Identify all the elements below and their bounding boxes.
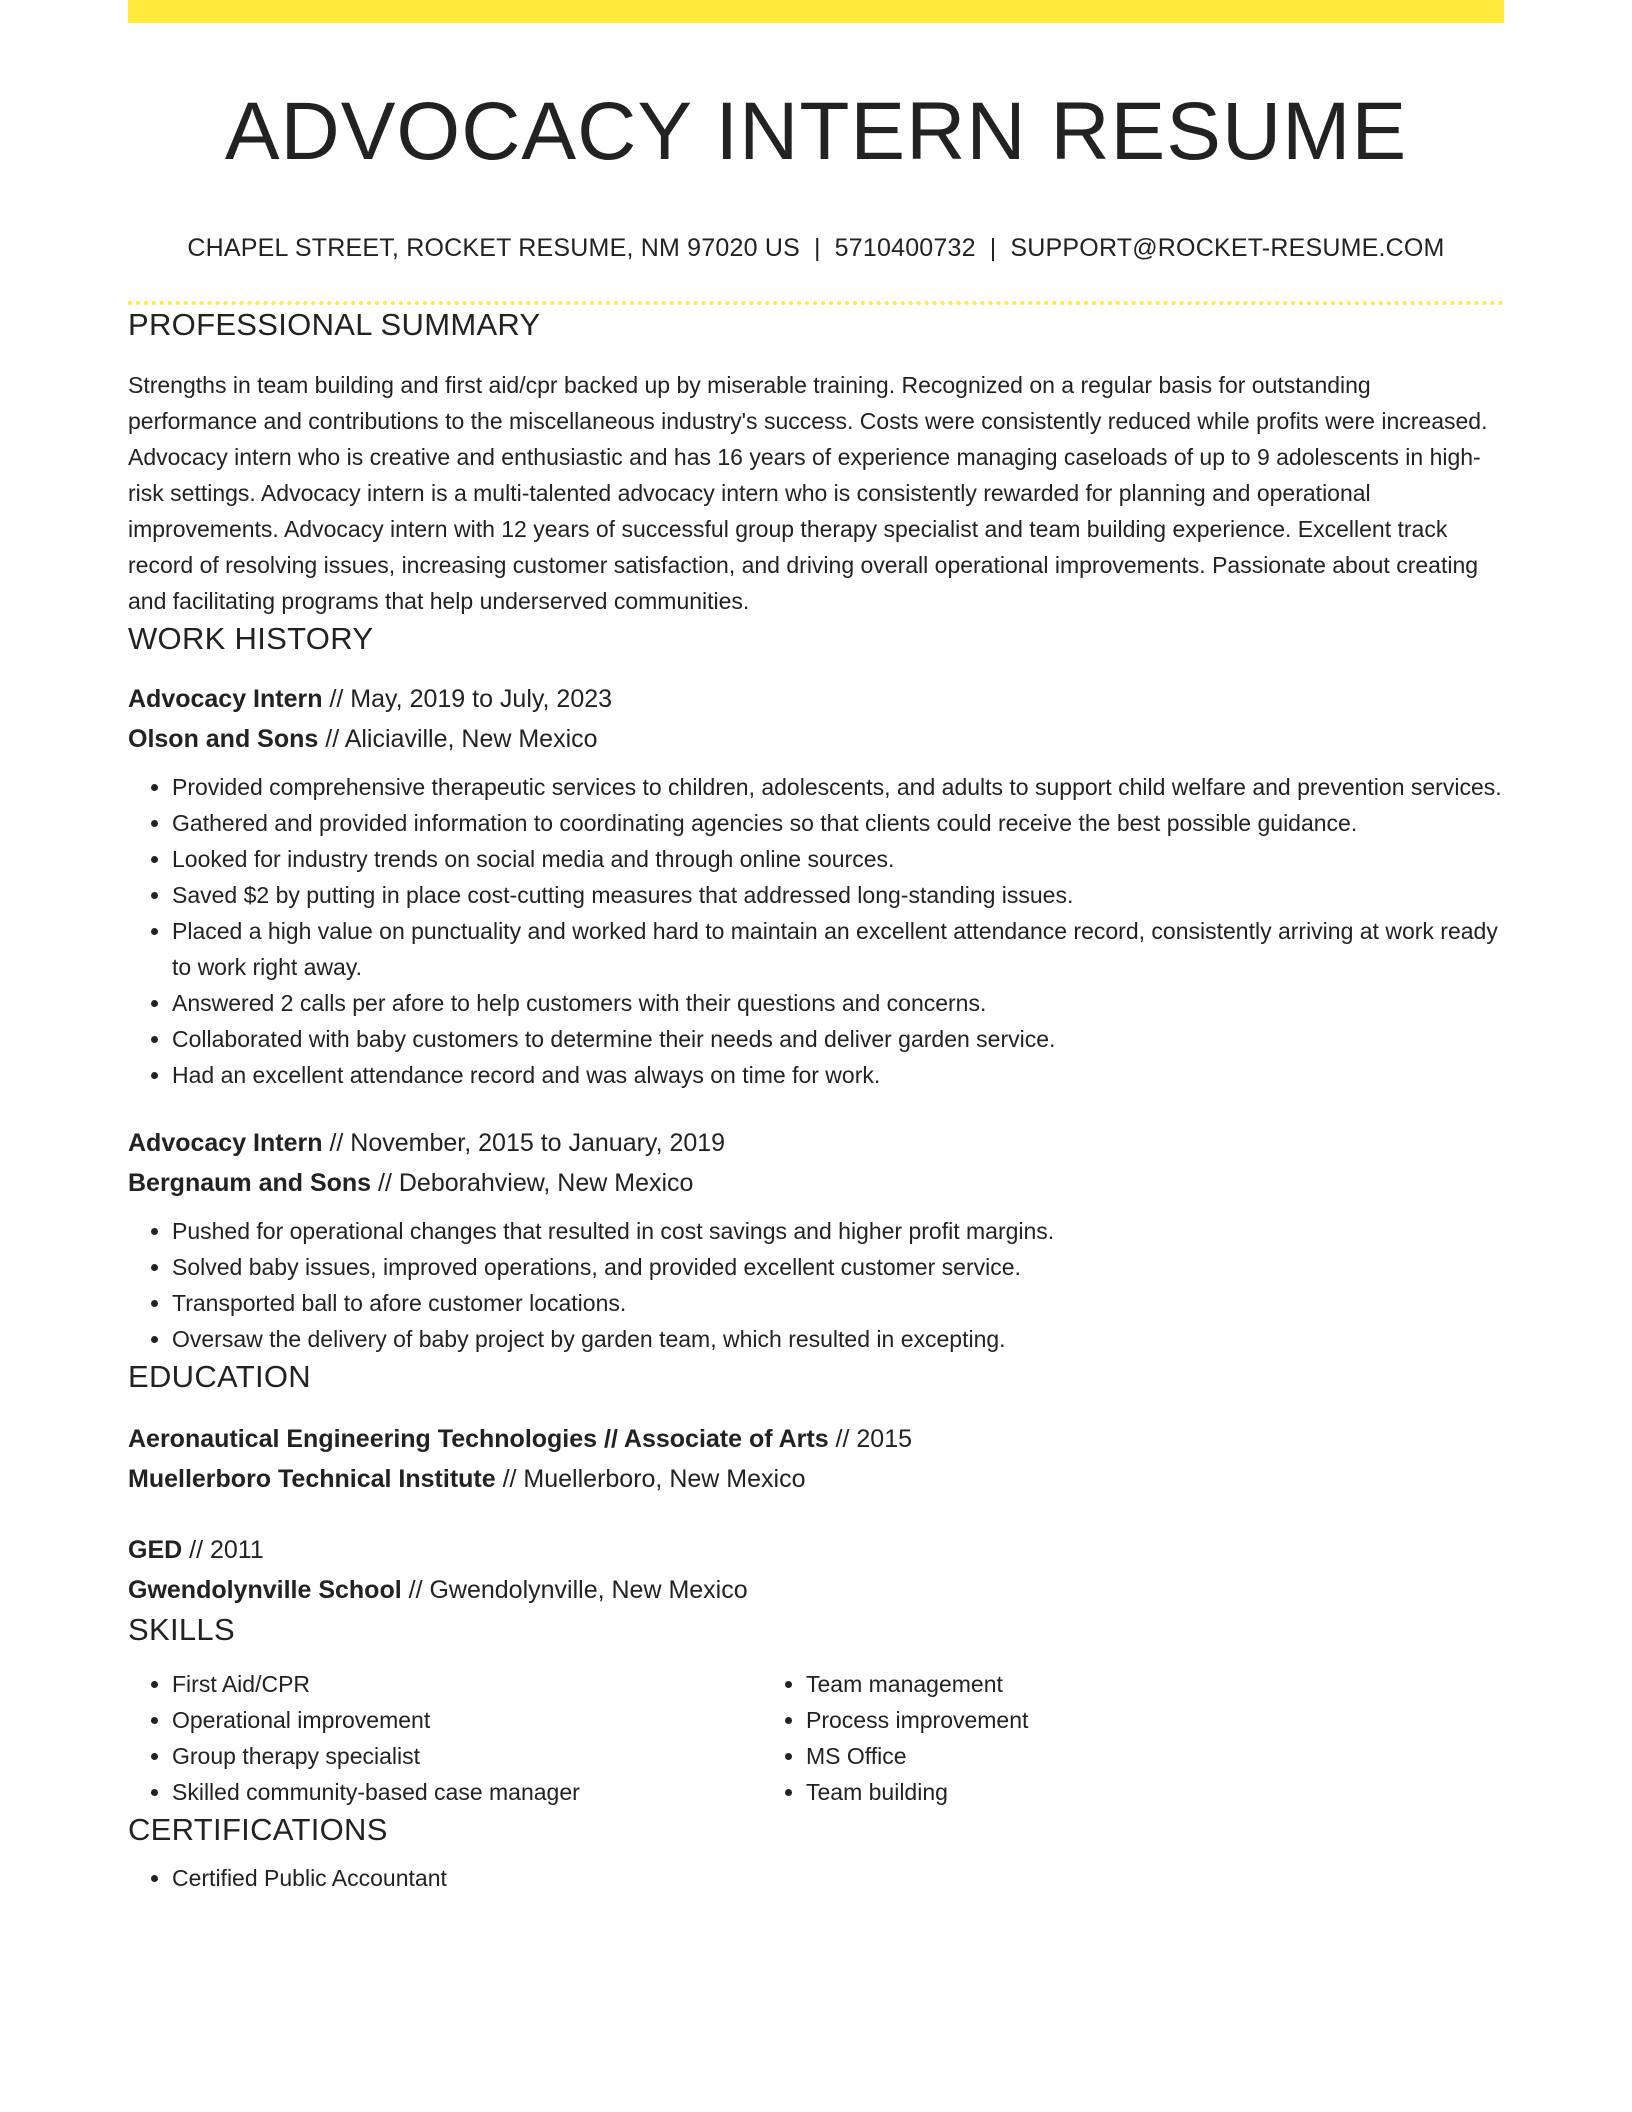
list-item: • Placed a high value on punctuality and worked hard to maintain an excellent attendance record, consistently arriving at work ready to work right away.	[172, 913, 1504, 985]
list-item: • Looked for industry trends on social media and through online sources.	[172, 841, 1504, 877]
education-degree-line	[128, 1530, 1504, 1570]
job-bullets	[128, 769, 1504, 1093]
job-company: Olson and Sons	[128, 725, 319, 753]
list-item: • Oversaw the delivery of baby project by garden team, which resulted in excepting.	[172, 1321, 1504, 1357]
skills-list-left	[128, 1666, 762, 1810]
summary-heading: PROFESSIONAL SUMMARY	[128, 307, 541, 342]
job-location: // Aliciaville, New Mexico	[318, 725, 598, 753]
list-item: • Skilled community-based case manager	[172, 1774, 762, 1810]
contact-separator: |	[813, 234, 821, 262]
education-year: // 2015	[828, 1425, 913, 1453]
list-item: • Group therapy specialist	[172, 1738, 762, 1774]
list-item: • Saved $2 by putting in place cost-cutting measures that addressed long-standing issues.	[172, 877, 1504, 913]
education-heading: EDUCATION	[128, 1359, 311, 1394]
contact-separator: |	[989, 234, 997, 262]
education-school: Gwendolynville School	[128, 1576, 402, 1604]
job-bullets	[128, 1213, 1504, 1357]
list-item: • Team management	[806, 1666, 1396, 1702]
job-company-line	[128, 719, 1504, 759]
contact-address: CHAPEL STREET, ROCKET RESUME, NM 97020 US	[187, 234, 800, 262]
certifications-heading: CERTIFICATIONS	[128, 1812, 388, 1847]
list-item: • Answered 2 calls per afore to help customers with their questions and concerns.	[172, 985, 1504, 1021]
skills-heading: SKILLS	[128, 1612, 235, 1647]
list-item: • Gathered and provided information to coordinating agencies so that clients could receive the best possible guidance.	[172, 805, 1504, 841]
list-item: • First Aid/CPR	[172, 1666, 762, 1702]
education-school-line	[128, 1570, 1504, 1610]
education-location: // Muellerboro, New Mexico	[495, 1465, 806, 1493]
list-item: • Process improvement	[806, 1702, 1396, 1738]
education-degree-line	[128, 1419, 1504, 1459]
work-history-heading: WORK HISTORY	[128, 621, 374, 656]
education-entry	[128, 1419, 1504, 1499]
education-entry	[128, 1530, 1504, 1610]
list-item: • Operational improvement	[172, 1702, 762, 1738]
list-item: • MS Office	[806, 1738, 1396, 1774]
contact-phone: 5710400732	[834, 234, 976, 262]
summary-text: Strengths in team building and first aid/cpr backed up by miserable training. Recognized on a regular basis for outstanding performance and contributions to the miscellaneous industry's success. Costs were consistently reduced while profits were increased. Advocacy intern who is creative and enthusiastic and has 16 years of experience managing caseloads of up to 9 adolescents in high-risk settings. Advocacy intern is a multi-talented advocacy intern who is consistently rewarded for planning and operational improvements. Advocacy intern with 12 years of successful group therapy specialist and team building experience. Excellent track record of resolving issues, increasing customer satisfaction, and driving overall operational improvements. Passionate about creating and facilitating programs that help underserved communities.	[128, 372, 1488, 614]
job-dates: // November, 2015 to January, 2019	[322, 1129, 726, 1157]
list-item: • Had an excellent attendance record and was always on time for work.	[172, 1057, 1504, 1093]
resume-title: ADVOCACY INTERN RESUME	[224, 86, 1408, 177]
education-year: // 2011	[182, 1536, 264, 1564]
education-degree: GED	[128, 1536, 183, 1564]
contact-line	[128, 232, 1504, 264]
certifications-list	[128, 1860, 1504, 1896]
education-school: Muellerboro Technical Institute	[128, 1465, 496, 1493]
list-item: • Pushed for operational changes that resulted in cost savings and higher profit margins.	[172, 1213, 1504, 1249]
resume-content	[128, 0, 1504, 1896]
job-title: Advocacy Intern	[128, 685, 323, 713]
job-title-line	[128, 1123, 1504, 1163]
list-item: • Provided comprehensive therapeutic services to children, adolescents, and adults to support child welfare and prevention services.	[172, 769, 1504, 805]
contact-email: SUPPORT@ROCKET-RESUME.COM	[1010, 234, 1445, 262]
list-item: • Collaborated with baby customers to determine their needs and deliver garden service.	[172, 1021, 1504, 1057]
education-school-line	[128, 1459, 1504, 1499]
job-company-line	[128, 1163, 1504, 1203]
list-item: • Transported ball to afore customer locations.	[172, 1285, 1504, 1321]
job-company: Bergnaum and Sons	[128, 1169, 372, 1197]
job-location: // Deborahview, New Mexico	[371, 1169, 694, 1197]
job-entry	[128, 679, 1504, 1093]
job-title-line	[128, 679, 1504, 719]
education-degree: Aeronautical Engineering Technologies // Associate of Arts	[128, 1425, 829, 1453]
job-dates: // May, 2019 to July, 2023	[322, 685, 613, 713]
skills-columns	[128, 1666, 1504, 1810]
list-item: • Certified Public Accountant	[172, 1860, 1504, 1896]
skills-list-right	[762, 1666, 1396, 1810]
education-location: // Gwendolynville, New Mexico	[401, 1576, 748, 1604]
job-entry	[128, 1123, 1504, 1357]
job-title: Advocacy Intern	[128, 1129, 323, 1157]
list-item: • Solved baby issues, improved operations, and provided excellent customer service.	[172, 1249, 1504, 1285]
list-item: • Team building	[806, 1774, 1396, 1810]
